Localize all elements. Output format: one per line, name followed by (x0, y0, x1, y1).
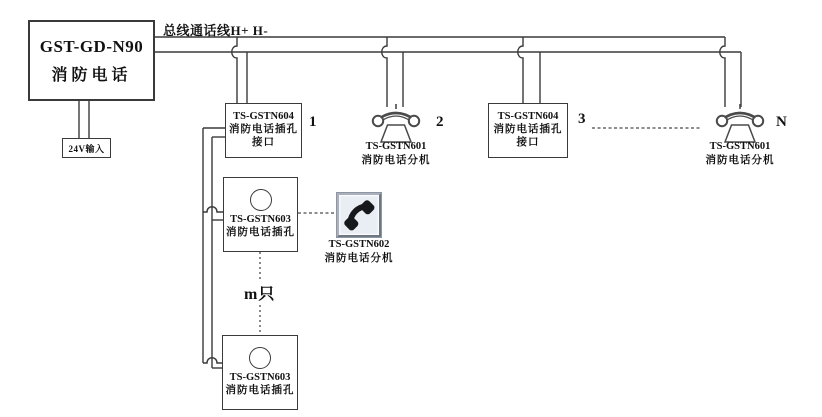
desk-phone-icon (373, 104, 419, 142)
jack-hole-icon (249, 347, 271, 369)
jack-interface-box-1 (225, 103, 302, 158)
riser-wires (203, 128, 225, 368)
desk-phone-icon (717, 104, 763, 142)
bus-lines (155, 37, 741, 52)
jack-a-model: TS-GSTN603 (230, 214, 291, 226)
quantity-label: m只 (242, 281, 277, 304)
power-wires (79, 101, 89, 138)
dashed-links (260, 128, 702, 335)
phone-jack-box-b (222, 335, 298, 410)
handset-icon (340, 196, 378, 234)
jack-b-model: TS-GSTN603 (229, 372, 291, 384)
extension-2-model: TS-GSTN601 (365, 141, 427, 152)
jack-interface-3-model: TS-GSTN604 (497, 111, 559, 123)
jack-interface-box-3 (488, 103, 568, 158)
bus-line-label: 总线通话线H+ H- (163, 23, 269, 38)
extension-2-label (362, 141, 431, 168)
index-label-2: 2 (436, 114, 444, 130)
main-panel-title: 消防电话 (51, 66, 132, 84)
main-phone-panel (28, 20, 155, 101)
portable-handset-icon (337, 193, 381, 237)
index-label-3: 3 (578, 111, 586, 127)
extension-602-model: TS-GSTN602 (328, 239, 390, 250)
jack-interface-1-desc2: 接口 (252, 136, 275, 148)
bus-drops (232, 37, 741, 107)
extension-n-desc: 消防电话分机 (705, 154, 775, 166)
jack-interface-1-model: TS-GSTN604 (233, 111, 294, 123)
main-panel-model: GST-GD-N90 (39, 36, 144, 56)
jack-a-desc: 消防电话插孔 (226, 227, 295, 238)
jack-interface-3-desc2: 接口 (516, 136, 540, 148)
index-label-n: N (776, 114, 787, 130)
power-input-box (62, 138, 111, 158)
extension-2-desc: 消防电话分机 (361, 154, 431, 166)
jack-b-desc: 消防电话插孔 (225, 385, 295, 396)
extension-n-model: TS-GSTN601 (709, 141, 771, 152)
index-label-1: 1 (309, 114, 317, 130)
power-input-label: 24V输入 (68, 143, 105, 154)
jack-interface-3-desc: 消防电话插孔 (493, 124, 563, 136)
jack-interface-1-desc: 消防电话插孔 (229, 124, 298, 136)
extension-602-desc: 消防电话分机 (324, 252, 394, 264)
jack-hole-icon (250, 189, 272, 211)
extension-602-label (325, 239, 394, 266)
extension-n-label (706, 141, 775, 168)
phone-jack-box-a (223, 177, 298, 252)
